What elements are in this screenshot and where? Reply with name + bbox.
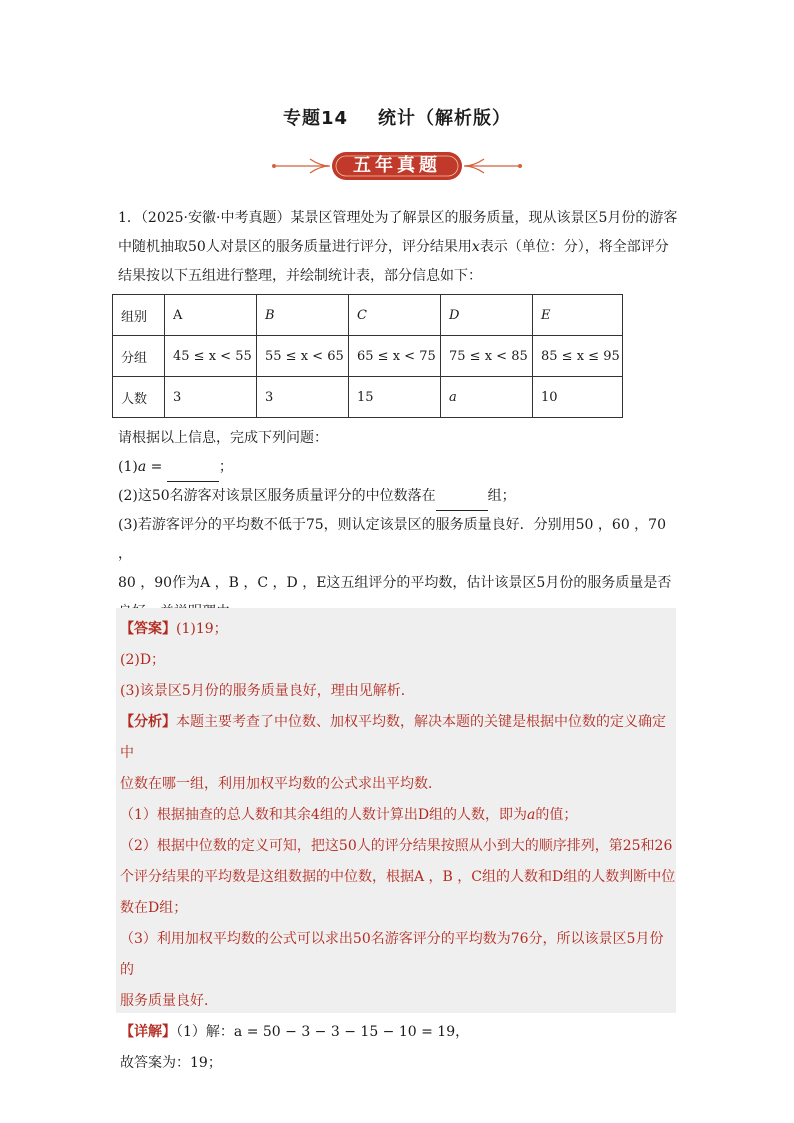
analysis-line-1: 【分析】本题主要考查了中位数、加权平均数，解决本题的关键是根据中位数的定义确定中 [120, 714, 666, 761]
page-title [0, 104, 794, 130]
sub-question-1: (1)a = ； [118, 453, 678, 482]
analysis-line-5: 个评分结果的平均数是这组数据的中位数，根据A ，B ，C组的人数和D组的人数判断中位 [120, 869, 676, 885]
analysis-line-8: 服务质量良好． [120, 993, 218, 1009]
detail-line-1: 【详解】（1）解：a = 50 − 3 − 3 − 15 − 10 = 19， [120, 1024, 470, 1040]
sub-question-2: (2)这50名游客对该景区服务质量评分的中位数落在 组； [118, 482, 678, 511]
detail-tag: 【详解】 [120, 1024, 176, 1040]
analysis-line-3: （1）根据抽查的总人数和其余4组的人数计算出D组的人数，即为a的值； [120, 807, 578, 823]
title-subject: 统计（解析版） [378, 108, 512, 129]
banner-label: 五年真题 [353, 155, 441, 176]
answer-line-1: 【答案】(1)19； [120, 621, 228, 637]
stem-line-2: 中随机抽取50人对景区的服务质量进行评分，评分结果用x表示（单位：分），将全部评分 [118, 239, 669, 255]
sub-question-3-line-2: 80 ，90作为A ，B ，C ，D ，E这五组评分的平均数，估计该景区5月份的服务质量是否 [118, 575, 672, 591]
section-banner [270, 148, 524, 184]
table-row: 人数 3 3 15 a 10 [113, 377, 623, 418]
table-row: 分组 45 ≤ x < 55 55 ≤ x < 65 65 ≤ x < 75 75 ≤ x < 85 85 ≤ x ≤ 95 [113, 336, 623, 377]
prompt-line: 请根据以上信息，完成下列问题： [118, 430, 328, 446]
stem-line-1: 1．（2025·安徽·中考真题）某景区管理处为了解景区的服务质量，现从该景区5月份的游客 [118, 210, 678, 226]
answer-blank [436, 496, 488, 511]
analysis-line-6: 数在D组； [120, 900, 188, 916]
analysis-line-4: （2）根据中位数的定义可知，把这50人的评分结果按照从小到大的顺序排列，第25和26 [120, 838, 673, 854]
question-source: （2025·安徽·中考真题） [140, 210, 291, 226]
detail-line-2: 故答案为：19； [120, 1055, 222, 1071]
answer-blank [167, 467, 219, 482]
answer-line-2: (2)D； [120, 652, 166, 668]
analysis-line-7: （3）利用加权平均数的公式可以求出50名游客评分的平均数为76分，所以该景区5月份的 [120, 931, 664, 978]
stem-line-3: 结果按以下五组进行整理，并绘制统计表，部分信息如下： [118, 268, 482, 284]
answer-line-3: (3)该景区5月份的服务质量良好，理由见解析． [120, 683, 415, 699]
table-row: 组别 A B C D E [113, 295, 623, 336]
title-topic: 专题14 [282, 108, 349, 129]
answer-tag: 【答案】 [120, 621, 176, 637]
questions-block [118, 424, 678, 627]
question-stem [118, 204, 678, 291]
sub-question-3: (3)若游客评分的平均数不低于75，则认定该景区的服务质量良好．分别用50 ，60 ，70 ， [118, 517, 666, 562]
solution-text [120, 614, 676, 1079]
statistics-table [112, 294, 623, 418]
analysis-tag: 【分析】 [120, 714, 176, 730]
analysis-line-2: 位数在哪一组，利用加权平均数的公式求出平均数． [120, 776, 442, 792]
